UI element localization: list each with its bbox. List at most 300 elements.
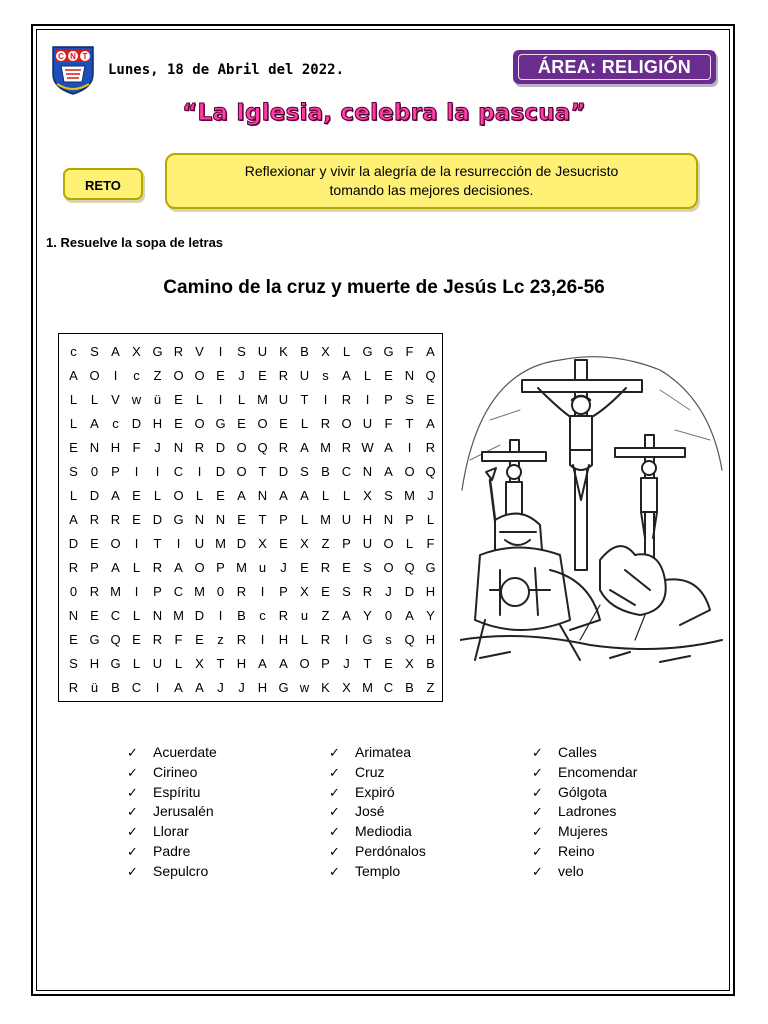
word-item bbox=[532, 743, 637, 763]
grid-letter: D bbox=[194, 607, 205, 623]
grid-letter: S bbox=[90, 343, 99, 359]
word-label: Gólgota bbox=[558, 783, 608, 800]
word-label: Ladrones bbox=[558, 803, 617, 820]
grid-letter: B bbox=[300, 343, 309, 359]
grid-letter: E bbox=[258, 367, 267, 383]
grid-letter: M bbox=[173, 607, 184, 623]
word-item bbox=[329, 743, 426, 763]
grid-letter: P bbox=[216, 559, 225, 575]
grid-letter: B bbox=[426, 655, 435, 671]
word-label: Reino bbox=[558, 842, 595, 859]
grid-letter: A bbox=[426, 415, 435, 431]
grid-letter: O bbox=[383, 535, 394, 551]
grid-letter: X bbox=[300, 535, 309, 551]
word-label: Mujeres bbox=[558, 823, 608, 840]
word-item bbox=[532, 842, 637, 862]
grid-letter: F bbox=[405, 343, 414, 359]
word-label: Jerusalén bbox=[153, 803, 214, 820]
checkmark-icon: ✓ bbox=[127, 805, 138, 821]
grid-letter: W bbox=[361, 439, 374, 455]
grid-letter: E bbox=[426, 391, 435, 407]
grid-letter: O bbox=[257, 415, 268, 431]
grid-letter: A bbox=[69, 511, 78, 527]
grid-letter: O bbox=[194, 415, 205, 431]
grid-letter: X bbox=[258, 535, 267, 551]
grid-letter: R bbox=[362, 583, 373, 599]
grid-letter: N bbox=[404, 367, 415, 383]
grid-letter: O bbox=[173, 487, 184, 503]
grid-letter: U bbox=[299, 367, 310, 383]
grid-letter: M bbox=[362, 679, 373, 695]
word-item bbox=[127, 862, 217, 882]
grid-letter: c bbox=[70, 343, 77, 359]
word-item bbox=[329, 802, 426, 822]
grid-letter: J bbox=[343, 655, 350, 671]
grid-letter: L bbox=[69, 391, 78, 407]
checkmark-icon: ✓ bbox=[532, 765, 543, 781]
word-label: Cirineo bbox=[153, 763, 198, 780]
grid-letter: T bbox=[300, 391, 309, 407]
grid-letter: R bbox=[236, 631, 247, 647]
reto-text: Reflexionar y vivir la alegría de la resurrección de Jesucristo tomando las mejores decisiones. bbox=[165, 153, 698, 209]
grid-letter: E bbox=[132, 511, 141, 527]
grid-letter: R bbox=[320, 631, 331, 647]
checkmark-icon: ✓ bbox=[127, 765, 138, 781]
svg-text:T: T bbox=[82, 52, 88, 61]
grid-row bbox=[59, 363, 441, 387]
word-label: Sepulcro bbox=[153, 862, 209, 879]
grid-letter: M bbox=[236, 559, 247, 575]
grid-letter: A bbox=[174, 559, 183, 575]
grid-letter: c bbox=[133, 367, 140, 383]
grid-letter: Z bbox=[321, 535, 330, 551]
grid-letter: Q bbox=[404, 631, 415, 647]
grid-letter: L bbox=[342, 343, 351, 359]
word-item bbox=[532, 802, 637, 822]
grid-letter: I bbox=[260, 583, 265, 599]
grid-letter: X bbox=[363, 487, 372, 503]
grid-letter: S bbox=[69, 655, 78, 671]
checkmark-icon: ✓ bbox=[532, 746, 543, 761]
grid-letter: V bbox=[195, 343, 204, 359]
word-label: Expiró bbox=[355, 783, 395, 800]
grid-letter: J bbox=[385, 583, 392, 599]
grid-letter: X bbox=[405, 655, 414, 671]
grid-letter: R bbox=[236, 583, 247, 599]
grid-letter: N bbox=[89, 439, 100, 455]
grid-letter: A bbox=[405, 607, 414, 623]
grid-letter: M bbox=[215, 535, 226, 551]
grid-letter: L bbox=[300, 511, 309, 527]
grid-letter: L bbox=[342, 487, 351, 503]
word-label: Templo bbox=[355, 862, 401, 879]
grid-letter: G bbox=[278, 679, 289, 695]
grid-letter: K bbox=[321, 679, 330, 695]
grid-letter: X bbox=[300, 583, 309, 599]
word-item bbox=[329, 822, 426, 842]
grid-letter: L bbox=[132, 607, 141, 623]
grid-letter: I bbox=[134, 535, 139, 551]
grid-letter: V bbox=[111, 391, 120, 407]
grid-letter: H bbox=[110, 439, 121, 455]
grid-letter: C bbox=[173, 463, 184, 479]
word-item bbox=[532, 783, 637, 803]
grid-letter: L bbox=[132, 655, 141, 671]
grid-row bbox=[59, 675, 441, 699]
grid-row bbox=[59, 435, 441, 459]
grid-letter: L bbox=[300, 631, 309, 647]
grid-letter: T bbox=[258, 511, 267, 527]
grid-letter: J bbox=[217, 679, 224, 695]
word-item bbox=[329, 783, 426, 803]
grid-letter: A bbox=[300, 487, 309, 503]
grid-letter: Y bbox=[363, 607, 372, 623]
grid-letter: u bbox=[300, 607, 309, 623]
grid-letter: T bbox=[216, 655, 225, 671]
grid-letter: I bbox=[134, 583, 139, 599]
grid-letter: A bbox=[426, 343, 435, 359]
grid-letter: E bbox=[384, 367, 393, 383]
grid-letter: E bbox=[69, 439, 78, 455]
grid-letter: s bbox=[322, 367, 329, 383]
grid-letter: N bbox=[215, 511, 226, 527]
word-item bbox=[329, 862, 426, 882]
crucifixion-illustration bbox=[460, 340, 725, 670]
grid-letter: Q bbox=[425, 367, 436, 383]
grid-row bbox=[59, 387, 441, 411]
grid-letter: R bbox=[320, 559, 331, 575]
grid-letter: E bbox=[216, 487, 225, 503]
grid-letter: Y bbox=[426, 607, 435, 623]
checkmark-icon: ✓ bbox=[329, 864, 340, 880]
grid-letter: O bbox=[194, 367, 205, 383]
grid-letter: E bbox=[216, 367, 225, 383]
grid-row bbox=[59, 627, 441, 651]
grid-letter: J bbox=[154, 439, 161, 455]
grid-row bbox=[59, 579, 441, 603]
grid-letter: M bbox=[320, 511, 331, 527]
grid-letter: R bbox=[173, 343, 184, 359]
grid-letter: R bbox=[89, 583, 100, 599]
grid-letter: S bbox=[405, 391, 414, 407]
grid-letter: L bbox=[300, 415, 309, 431]
grid-letter: S bbox=[237, 343, 246, 359]
word-item bbox=[532, 862, 637, 882]
grid-letter: M bbox=[257, 391, 268, 407]
grid-row bbox=[59, 411, 441, 435]
grid-letter: L bbox=[69, 415, 78, 431]
grid-letter: E bbox=[174, 415, 183, 431]
grid-letter: I bbox=[218, 607, 223, 623]
checkmark-icon: ✓ bbox=[127, 864, 138, 880]
grid-letter: 0 bbox=[69, 583, 78, 599]
grid-letter: E bbox=[132, 631, 141, 647]
grid-letter: O bbox=[89, 367, 100, 383]
grid-letter: J bbox=[427, 487, 434, 503]
grid-letter: N bbox=[257, 487, 268, 503]
grid-letter: R bbox=[194, 439, 205, 455]
page-title: “La Iglesia, celebra la pascua” bbox=[182, 100, 586, 126]
grid-letter: K bbox=[279, 343, 288, 359]
grid-letter: Q bbox=[257, 439, 268, 455]
grid-letter: E bbox=[237, 415, 246, 431]
grid-letter: H bbox=[257, 679, 268, 695]
word-list-col-1 bbox=[127, 743, 217, 882]
grid-letter: O bbox=[110, 535, 121, 551]
grid-letter: I bbox=[113, 367, 118, 383]
grid-letter: A bbox=[342, 367, 351, 383]
word-item bbox=[127, 822, 217, 842]
grid-letter: I bbox=[197, 463, 202, 479]
word-list-col-2 bbox=[329, 743, 426, 882]
grid-letter: X bbox=[321, 343, 330, 359]
checkmark-icon: ✓ bbox=[329, 785, 340, 801]
grid-letter: 0 bbox=[90, 463, 99, 479]
grid-letter: L bbox=[426, 511, 435, 527]
word-label: Cruz bbox=[355, 763, 385, 780]
grid-letter: G bbox=[152, 343, 163, 359]
grid-letter: Q bbox=[110, 631, 121, 647]
grid-letter: A bbox=[384, 463, 393, 479]
grid-letter: G bbox=[425, 559, 436, 575]
word-label: Padre bbox=[153, 842, 191, 859]
grid-letter: M bbox=[194, 583, 205, 599]
checkmark-icon: ✓ bbox=[329, 844, 340, 860]
grid-letter: D bbox=[68, 535, 79, 551]
grid-letter: C bbox=[173, 583, 184, 599]
grid-letter: I bbox=[407, 439, 412, 455]
grid-letter: H bbox=[278, 631, 289, 647]
grid-letter: D bbox=[215, 439, 226, 455]
grid-letter: N bbox=[173, 439, 184, 455]
grid-letter: M bbox=[110, 583, 121, 599]
grid-letter: I bbox=[134, 463, 139, 479]
grid-letter: L bbox=[174, 655, 183, 671]
word-search-box bbox=[58, 333, 443, 702]
grid-letter: L bbox=[132, 559, 141, 575]
grid-letter: S bbox=[363, 559, 372, 575]
grid-letter: E bbox=[279, 415, 288, 431]
grid-letter: G bbox=[362, 343, 373, 359]
grid-letter: A bbox=[90, 415, 99, 431]
grid-letter: I bbox=[155, 463, 160, 479]
grid-letter: A bbox=[69, 367, 78, 383]
grid-letter: O bbox=[341, 415, 352, 431]
grid-letter: H bbox=[152, 415, 163, 431]
grid-letter: E bbox=[132, 487, 141, 503]
grid-row bbox=[59, 507, 441, 531]
grid-row bbox=[59, 483, 441, 507]
section-heading: Camino de la cruz y muerte de Jesús Lc 23,26-56 bbox=[163, 277, 605, 298]
grid-letter: S bbox=[69, 463, 78, 479]
grid-letter: R bbox=[89, 511, 100, 527]
grid-letter: R bbox=[425, 439, 436, 455]
grid-letter: F bbox=[384, 415, 393, 431]
grid-letter: A bbox=[384, 439, 393, 455]
checkmark-icon: ✓ bbox=[329, 805, 340, 821]
checkmark-icon: ✓ bbox=[532, 864, 543, 880]
grid-letter: T bbox=[153, 535, 162, 551]
grid-letter: A bbox=[300, 439, 309, 455]
grid-letter: G bbox=[362, 631, 373, 647]
grid-letter: A bbox=[279, 487, 288, 503]
grid-letter: C bbox=[341, 463, 352, 479]
grid-letter: s bbox=[385, 631, 392, 647]
word-item bbox=[127, 783, 217, 803]
grid-letter: E bbox=[279, 535, 288, 551]
word-item bbox=[127, 802, 217, 822]
grid-letter: P bbox=[279, 511, 288, 527]
grid-letter: T bbox=[405, 415, 414, 431]
grid-letter: U bbox=[152, 655, 163, 671]
grid-row bbox=[59, 531, 441, 555]
grid-letter: G bbox=[110, 655, 121, 671]
checkmark-icon: ✓ bbox=[532, 805, 543, 821]
grid-letter: F bbox=[174, 631, 183, 647]
grid-letter: 0 bbox=[384, 607, 393, 623]
grid-letter: u bbox=[258, 559, 267, 575]
grid-letter: S bbox=[384, 487, 393, 503]
grid-letter: E bbox=[342, 559, 351, 575]
grid-letter: G bbox=[173, 511, 184, 527]
grid-letter: X bbox=[195, 655, 204, 671]
grid-letter: Q bbox=[425, 463, 436, 479]
grid-letter: S bbox=[300, 463, 309, 479]
grid-letter: S bbox=[342, 583, 351, 599]
word-label: Encomendar bbox=[558, 763, 638, 780]
grid-letter: M bbox=[320, 439, 331, 455]
exercise-instruction: 1. Resuelve la sopa de letras bbox=[46, 235, 224, 250]
word-item bbox=[329, 763, 426, 783]
grid-letter: L bbox=[153, 487, 162, 503]
grid-letter: E bbox=[300, 559, 309, 575]
grid-letter: R bbox=[68, 559, 79, 575]
grid-letter: X bbox=[132, 343, 141, 359]
grid-letter: U bbox=[257, 343, 268, 359]
word-label: Acuerdate bbox=[153, 744, 217, 760]
grid-letter: ü bbox=[90, 679, 99, 695]
word-label: Perdónalos bbox=[355, 842, 426, 859]
grid-letter: c bbox=[112, 415, 119, 431]
grid-letter: L bbox=[195, 391, 204, 407]
grid-letter: E bbox=[237, 511, 246, 527]
grid-letter: R bbox=[278, 439, 289, 455]
grid-letter: A bbox=[258, 655, 267, 671]
grid-letter: N bbox=[383, 511, 394, 527]
word-item bbox=[532, 763, 637, 783]
grid-letter: P bbox=[90, 559, 99, 575]
grid-letter: P bbox=[111, 463, 120, 479]
grid-letter: E bbox=[90, 535, 99, 551]
area-label: ÁREA: RELIGIÓN bbox=[518, 54, 711, 80]
word-item bbox=[532, 822, 637, 842]
grid-letter: B bbox=[321, 463, 330, 479]
checkmark-icon: ✓ bbox=[127, 746, 138, 761]
grid-letter: B bbox=[237, 607, 246, 623]
grid-row bbox=[59, 603, 441, 627]
grid-row bbox=[59, 651, 441, 675]
grid-letter: I bbox=[323, 391, 328, 407]
word-label: Llorar bbox=[153, 823, 189, 840]
grid-letter: C bbox=[383, 679, 394, 695]
grid-letter: D bbox=[236, 535, 247, 551]
grid-letter: B bbox=[111, 679, 120, 695]
grid-letter: I bbox=[260, 631, 265, 647]
svg-text:N: N bbox=[70, 52, 76, 61]
word-label: Arimatea bbox=[355, 744, 412, 760]
grid-letter: c bbox=[259, 607, 266, 623]
grid-letter: R bbox=[152, 559, 163, 575]
grid-letter: N bbox=[152, 607, 163, 623]
grid-letter: U bbox=[362, 415, 373, 431]
word-label: Mediodia bbox=[355, 823, 412, 840]
word-search-grid bbox=[59, 339, 441, 699]
grid-letter: O bbox=[236, 463, 247, 479]
grid-row bbox=[59, 339, 441, 363]
checkmark-icon: ✓ bbox=[329, 825, 340, 841]
checkmark-icon: ✓ bbox=[532, 785, 543, 801]
grid-row bbox=[59, 555, 441, 579]
grid-letter: 0 bbox=[216, 583, 225, 599]
grid-letter: L bbox=[405, 535, 414, 551]
grid-letter: L bbox=[90, 391, 99, 407]
grid-letter: Z bbox=[426, 679, 435, 695]
grid-letter: R bbox=[341, 439, 352, 455]
grid-letter: F bbox=[426, 535, 435, 551]
grid-letter: N bbox=[362, 463, 373, 479]
grid-letter: U bbox=[194, 535, 205, 551]
grid-letter: I bbox=[344, 631, 349, 647]
grid-letter: D bbox=[152, 511, 163, 527]
grid-letter: E bbox=[174, 391, 183, 407]
grid-letter: U bbox=[341, 511, 352, 527]
grid-letter: L bbox=[363, 367, 372, 383]
grid-letter: E bbox=[384, 655, 393, 671]
grid-letter: Q bbox=[404, 559, 415, 575]
grid-letter: I bbox=[155, 679, 160, 695]
area-badge bbox=[513, 50, 716, 84]
grid-letter: J bbox=[238, 367, 245, 383]
grid-letter: w bbox=[131, 391, 142, 407]
grid-letter: T bbox=[363, 655, 372, 671]
grid-letter: T bbox=[258, 463, 267, 479]
grid-letter: L bbox=[321, 487, 330, 503]
grid-letter: P bbox=[384, 391, 393, 407]
word-label: José bbox=[355, 803, 385, 820]
grid-letter: Z bbox=[321, 607, 330, 623]
word-item bbox=[127, 763, 217, 783]
word-label: Calles bbox=[558, 744, 597, 760]
grid-letter: J bbox=[280, 559, 287, 575]
grid-letter: R bbox=[278, 367, 289, 383]
grid-letter: ü bbox=[153, 391, 162, 407]
grid-letter: I bbox=[218, 391, 223, 407]
checkmark-icon: ✓ bbox=[532, 844, 543, 860]
checkmark-icon: ✓ bbox=[329, 765, 340, 781]
grid-letter: H bbox=[425, 631, 436, 647]
checkmark-icon: ✓ bbox=[127, 825, 138, 841]
date-label: Lunes, 18 de Abril del 2022. bbox=[108, 62, 345, 78]
grid-letter: O bbox=[236, 439, 247, 455]
grid-letter: D bbox=[278, 463, 289, 479]
grid-letter: M bbox=[404, 487, 415, 503]
grid-letter: E bbox=[90, 607, 99, 623]
reto-badge: RETO bbox=[63, 168, 143, 200]
grid-letter: E bbox=[195, 631, 204, 647]
grid-letter: R bbox=[278, 607, 289, 623]
grid-letter: P bbox=[279, 583, 288, 599]
grid-letter: A bbox=[279, 655, 288, 671]
